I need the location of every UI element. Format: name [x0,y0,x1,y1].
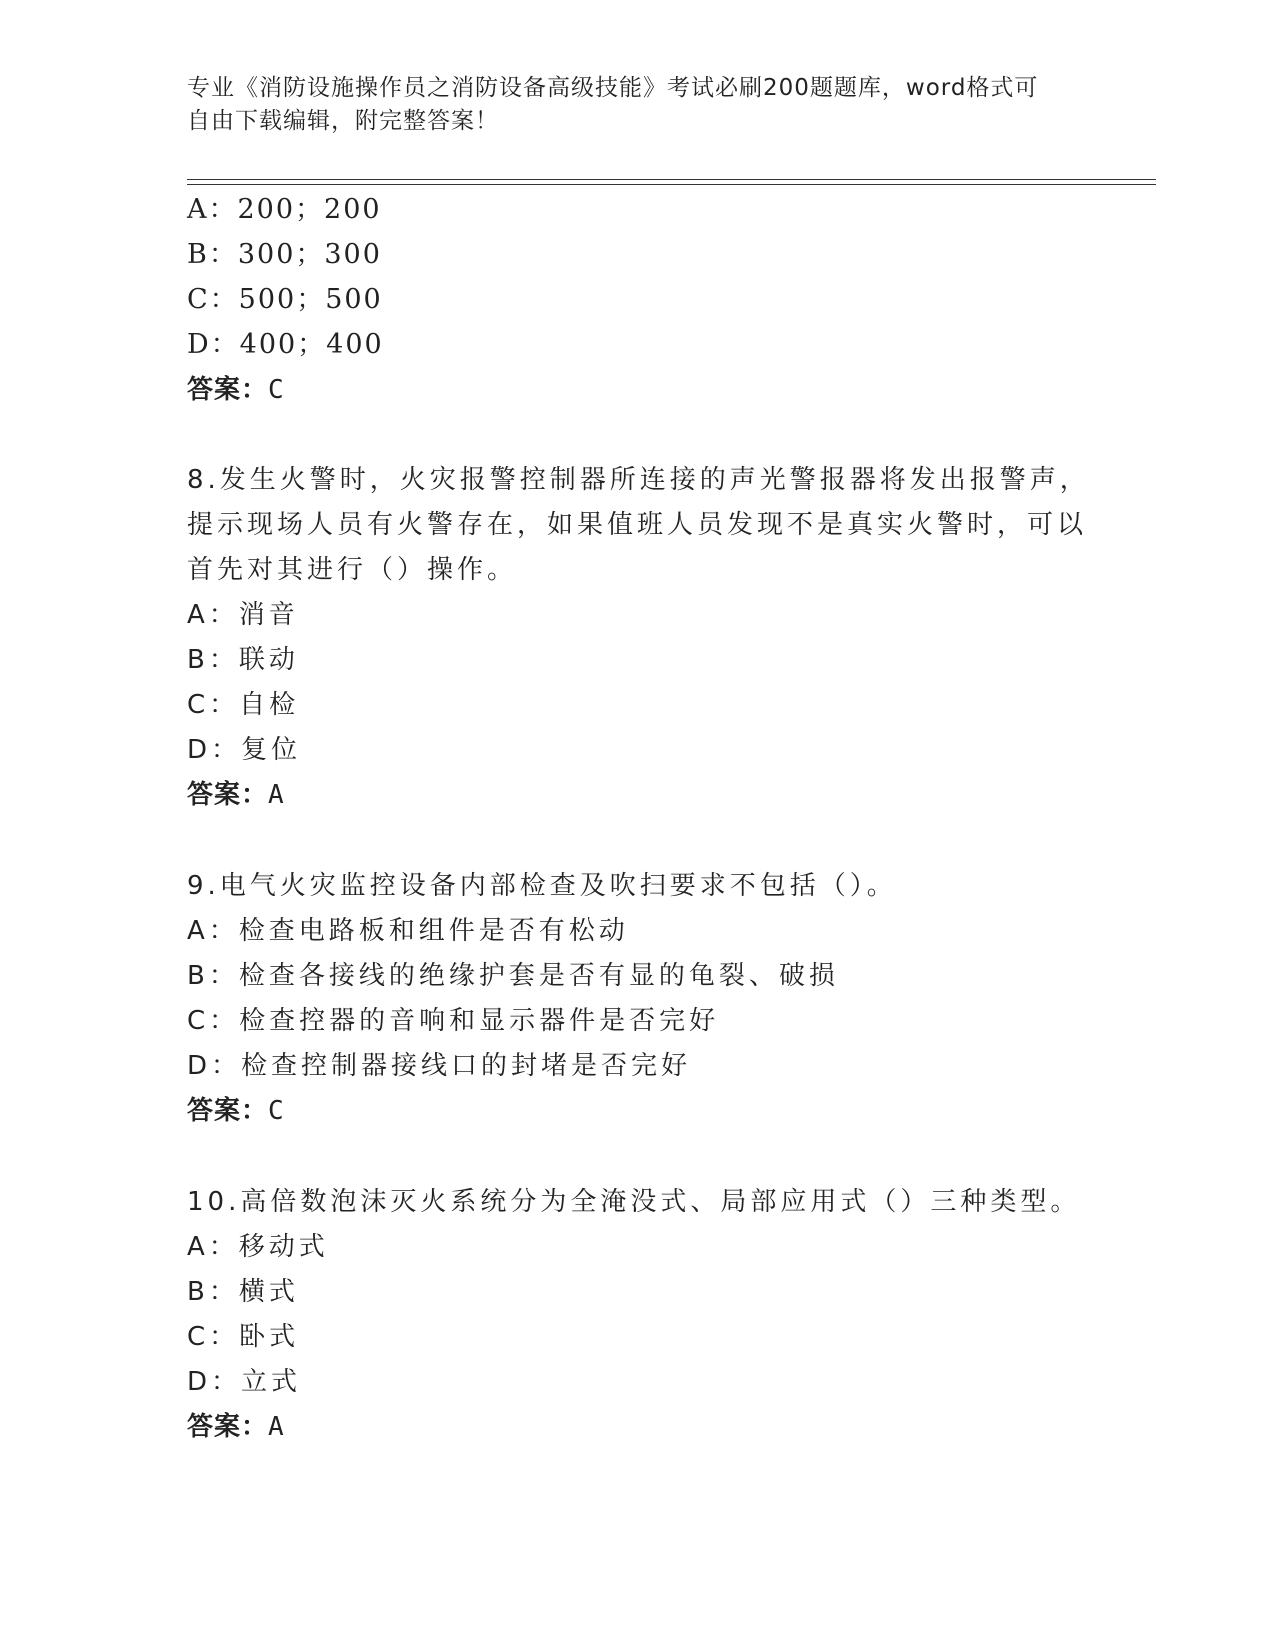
q10-answer-label: 答案： [187,1412,269,1442]
q7-option-c: C：500；500 [187,284,383,315]
q10-stem-line-1: 10.高倍数泡沫灭火系统分为全淹没式、局部应用式（）三种类型。 [187,1187,1081,1217]
q9-answer-label: 答案： [187,1096,269,1126]
q8-answer [187,778,285,812]
q9-answer-value: C [268,1096,285,1126]
document-header [187,72,1067,138]
q10-option-d: D：立式 [187,1367,302,1397]
q10-answer-value: A [268,1412,285,1442]
q9-stem-line-1: 9.电气火灾监控设备内部检查及吹扫要求不包括（）。 [187,871,897,901]
q10-option-c: C：卧式 [187,1322,300,1352]
q7-option-a: A：200；200 [187,194,382,225]
q9-option-b: B：检查各接线的绝缘护套是否有显的龟裂、破损 [187,961,839,991]
q8-option-c: C：自检 [187,690,300,720]
header-line-2: 自由下载编辑，附完整答案！ [187,108,499,134]
q7-option-b: B：300；300 [187,239,382,270]
q8-stem-line-3: 首先对其进行（）操作。 [187,555,518,585]
q9-answer [187,1094,285,1128]
q8-answer-label: 答案： [187,780,269,810]
q8-stem-line-1: 8.发生火警时，火灾报警控制器所连接的声光警报器将发出报警声， [187,465,1090,495]
header-divider-bottom [187,184,1156,185]
q8-stem-line-2: 提示现场人员有火警存在，如果值班人员发现不是真实火警时，可以 [187,510,1088,540]
q9-option-a: A：检查电路板和组件是否有松动 [187,916,629,946]
q10-answer [187,1410,285,1444]
q8-answer-value: A [268,780,285,810]
q9-option-d: D：检查控制器接线口的封堵是否完好 [187,1051,692,1081]
q10-option-b: B：横式 [187,1277,299,1307]
q9-option-c: C：检查控器的音响和显示器件是否完好 [187,1006,720,1036]
header-divider-top [187,179,1156,180]
q8-option-b: B：联动 [187,645,299,675]
q8-option-a: A：消音 [187,600,299,630]
q8-option-d: D：复位 [187,735,302,765]
q7-answer-label: 答案： [187,375,269,405]
q7-answer-value: C [268,375,285,405]
q7-option-d: D：400；400 [187,329,384,360]
q10-option-a: A：移动式 [187,1232,329,1262]
q7-answer [187,373,285,407]
header-line-1: 专业《消防设施操作员之消防设备高级技能》考试必刷200题题库，word格式可 [187,75,1039,101]
